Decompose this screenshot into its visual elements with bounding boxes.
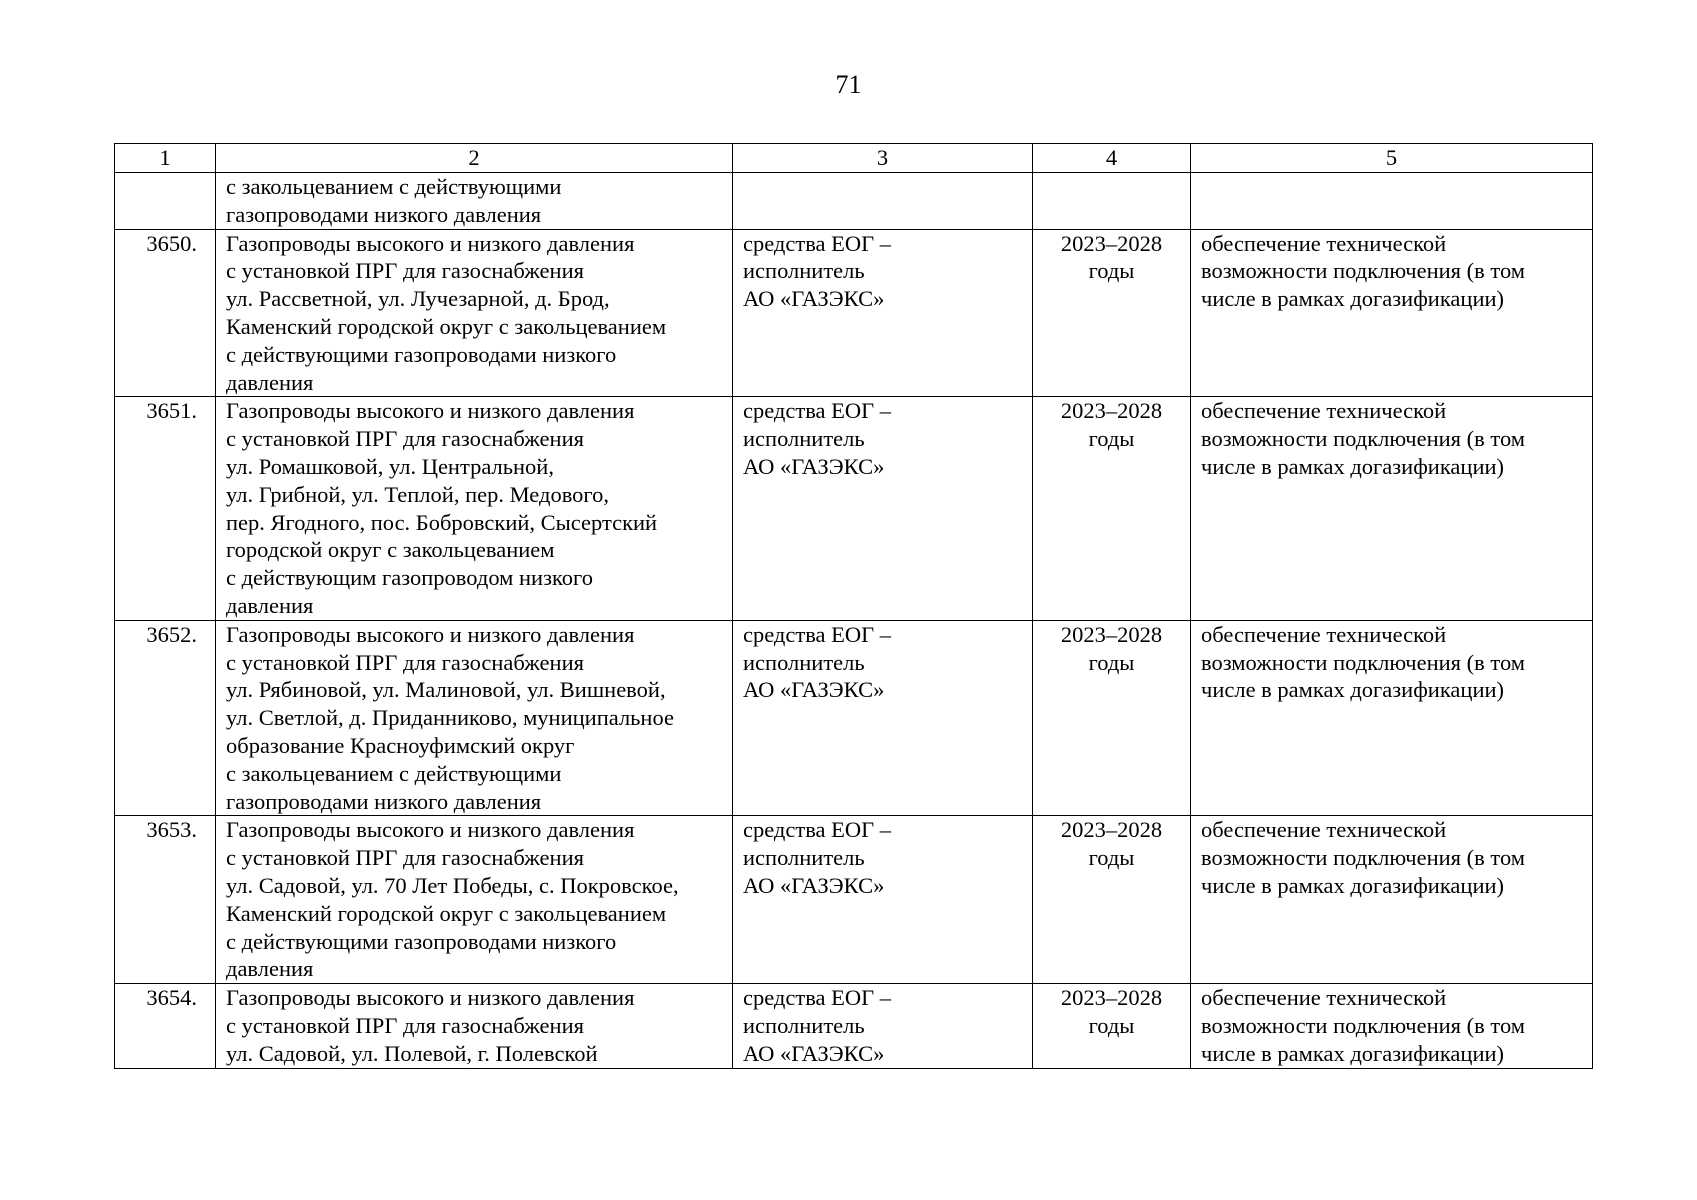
object-name: Газопроводы высокого и низкого давления с установкой ПРГ для газоснабжения ул. Садовой, ул. 70 Лет Победы, с. Покровское, Каменский городской округ с закольцеванием с действующими газопроводами низкого давления	[216, 816, 733, 984]
funding-source: средства ЕОГ – исполнитель АО «ГАЗЭКС»	[733, 620, 1033, 816]
funding-source: средства ЕОГ – исполнитель АО «ГАЗЭКС»	[733, 397, 1033, 620]
row-number: 3654.	[115, 984, 216, 1068]
purpose: обеспечение технической возможности подключения (в том числе в рамках догазификации)	[1191, 620, 1593, 816]
purpose: обеспечение технической возможности подключения (в том числе в рамках догазификации)	[1191, 229, 1593, 397]
table-row	[115, 229, 1593, 397]
row-number: 3653.	[115, 816, 216, 984]
funding-source	[733, 173, 1033, 230]
purpose: обеспечение технической возможности подключения (в том числе в рамках догазификации)	[1191, 397, 1593, 620]
period: 2023–2028 годы	[1033, 229, 1191, 397]
table-row	[115, 984, 1593, 1068]
column-number-1: 1	[115, 144, 216, 173]
row-number: 3650.	[115, 229, 216, 397]
purpose: обеспечение технической возможности подключения (в том числе в рамках догазификации)	[1191, 816, 1593, 984]
object-name: Газопроводы высокого и низкого давления с установкой ПРГ для газоснабжения ул. Рябиновой, ул. Малиновой, ул. Вишневой, ул. Светлой, д. Приданниково, муниципальное образование Красноуфимский округ с закольцеванием с действующими газопроводами низкого давления	[216, 620, 733, 816]
purpose: обеспечение технической возможности подключения (в том числе в рамках догазификации)	[1191, 984, 1593, 1068]
row-number: 3651.	[115, 397, 216, 620]
table-row	[115, 397, 1593, 620]
table-row	[115, 620, 1593, 816]
object-name: Газопроводы высокого и низкого давления с установкой ПРГ для газоснабжения ул. Рассветной, ул. Лучезарной, д. Брод, Каменский городской округ с закольцеванием с действующими газопроводами низкого давления	[216, 229, 733, 397]
row-number: 3652.	[115, 620, 216, 816]
period: 2023–2028 годы	[1033, 984, 1191, 1068]
purpose	[1191, 173, 1593, 230]
table-row	[115, 816, 1593, 984]
page-number: 71	[835, 70, 862, 99]
period: 2023–2028 годы	[1033, 816, 1191, 984]
column-number-3: 3	[733, 144, 1033, 173]
table-row-continuation	[115, 173, 1593, 230]
period: 2023–2028 годы	[1033, 620, 1191, 816]
object-name: Газопроводы высокого и низкого давления с установкой ПРГ для газоснабжения ул. Ромашковой, ул. Центральной, ул. Грибной, ул. Теплой, пер. Медового, пер. Ягодного, пос. Бобровский, Сысертский городской округ с закольцеванием с действующим газопроводом низкого давления	[216, 397, 733, 620]
row-number	[115, 173, 216, 230]
column-number-4: 4	[1033, 144, 1191, 173]
document-table	[114, 143, 1593, 1069]
column-number-2: 2	[216, 144, 733, 173]
period: 2023–2028 годы	[1033, 397, 1191, 620]
table-header-row	[115, 144, 1593, 173]
funding-source: средства ЕОГ – исполнитель АО «ГАЗЭКС»	[733, 984, 1033, 1068]
column-number-5: 5	[1191, 144, 1593, 173]
object-name: с закольцеванием с действующими газопроводами низкого давления	[216, 173, 733, 230]
object-name: Газопроводы высокого и низкого давления с установкой ПРГ для газоснабжения ул. Садовой, ул. Полевой, г. Полевской	[216, 984, 733, 1068]
funding-source: средства ЕОГ – исполнитель АО «ГАЗЭКС»	[733, 229, 1033, 397]
period	[1033, 173, 1191, 230]
funding-source: средства ЕОГ – исполнитель АО «ГАЗЭКС»	[733, 816, 1033, 984]
